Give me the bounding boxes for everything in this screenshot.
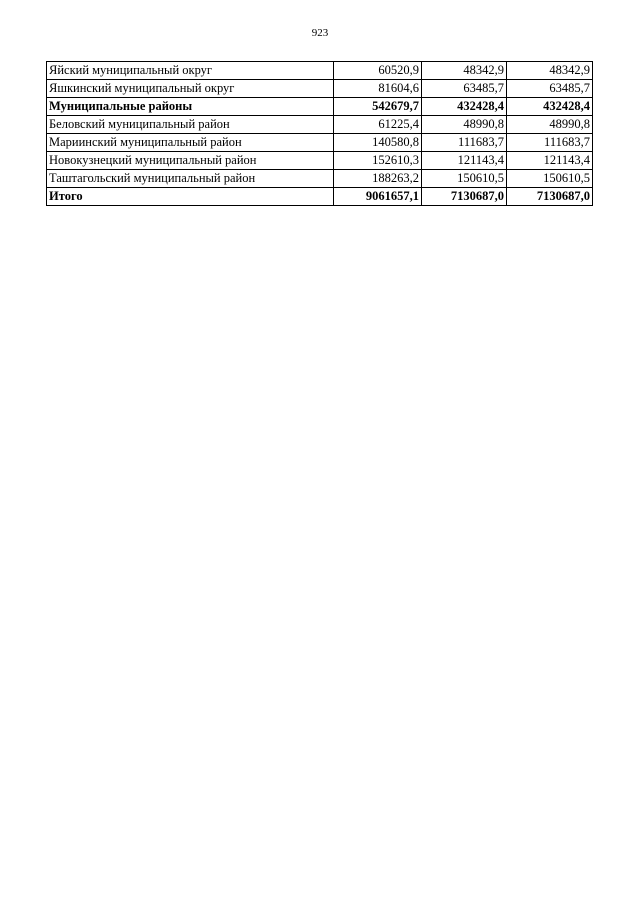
budget-table bbox=[46, 61, 593, 206]
row-value-2-cell: 111683,7 bbox=[422, 134, 507, 152]
row-value-1-cell: 60520,9 bbox=[334, 62, 422, 80]
row-value-2-cell: 7130687,0 bbox=[422, 188, 507, 206]
row-value-1-cell: 140580,8 bbox=[334, 134, 422, 152]
row-value-3-cell: 7130687,0 bbox=[507, 188, 593, 206]
table-row bbox=[47, 80, 593, 98]
row-value-1-cell: 152610,3 bbox=[334, 152, 422, 170]
row-value-3-cell: 111683,7 bbox=[507, 134, 593, 152]
row-value-1-cell: 9061657,1 bbox=[334, 188, 422, 206]
table-row bbox=[47, 116, 593, 134]
row-value-1-cell: 61225,4 bbox=[334, 116, 422, 134]
row-value-3-cell: 150610,5 bbox=[507, 170, 593, 188]
row-value-3-cell: 63485,7 bbox=[507, 80, 593, 98]
row-value-3-cell: 121143,4 bbox=[507, 152, 593, 170]
row-name-cell: Яйский муниципальный округ bbox=[47, 62, 334, 80]
row-value-2-cell: 63485,7 bbox=[422, 80, 507, 98]
page-number: 923 bbox=[311, 27, 329, 39]
row-name-cell: Беловский муниципальный район bbox=[47, 116, 334, 134]
row-value-2-cell: 432428,4 bbox=[422, 98, 507, 116]
row-value-3-cell: 48342,9 bbox=[507, 62, 593, 80]
row-name-cell: Яшкинский муниципальный округ bbox=[47, 80, 334, 98]
row-value-2-cell: 121143,4 bbox=[422, 152, 507, 170]
row-value-1-cell: 188263,2 bbox=[334, 170, 422, 188]
row-value-3-cell: 432428,4 bbox=[507, 98, 593, 116]
row-value-1-cell: 81604,6 bbox=[334, 80, 422, 98]
table-total-row bbox=[47, 188, 593, 206]
table-row bbox=[47, 170, 593, 188]
table-row bbox=[47, 62, 593, 80]
row-value-2-cell: 48990,8 bbox=[422, 116, 507, 134]
table-row bbox=[47, 134, 593, 152]
row-name-cell: Мариинский муниципальный район bbox=[47, 134, 334, 152]
row-name-cell: Таштагольский муниципальный район bbox=[47, 170, 334, 188]
row-value-1-cell: 542679,7 bbox=[334, 98, 422, 116]
row-value-3-cell: 48990,8 bbox=[507, 116, 593, 134]
row-value-2-cell: 150610,5 bbox=[422, 170, 507, 188]
table-subtotal-row bbox=[47, 98, 593, 116]
row-name-cell: Новокузнецкий муниципальный район bbox=[47, 152, 334, 170]
row-name-cell: Итого bbox=[47, 188, 334, 206]
table-row bbox=[47, 152, 593, 170]
row-name-cell: Муниципальные районы bbox=[47, 98, 334, 116]
row-value-2-cell: 48342,9 bbox=[422, 62, 507, 80]
